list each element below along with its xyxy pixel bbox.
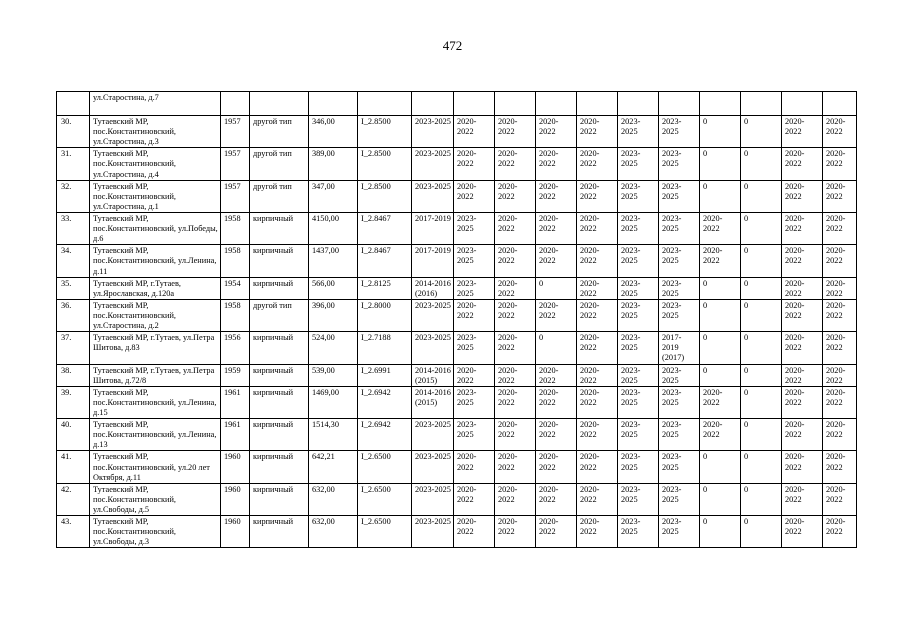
cell-period-8: 0 bbox=[700, 180, 741, 212]
cell-wall-type: кирпичный bbox=[250, 364, 309, 386]
cell-period-9: 0 bbox=[741, 180, 782, 212]
cell-period-10: 2020-2022 bbox=[782, 386, 823, 418]
cell-period-3: 2020-2022 bbox=[495, 451, 536, 483]
cell-period-1: 2023-2025 bbox=[412, 419, 454, 451]
table-row bbox=[57, 364, 857, 386]
cell-period-8: 0 bbox=[700, 364, 741, 386]
cell-period-5: 2020-2022 bbox=[577, 245, 618, 277]
cell-number: 42. bbox=[57, 483, 90, 515]
cell-index: I_2.6942 bbox=[358, 419, 412, 451]
table-row bbox=[57, 516, 857, 548]
cell-area: 566,00 bbox=[309, 277, 358, 299]
cell-period-10: 2020-2022 bbox=[782, 364, 823, 386]
cell-period-7: 2023-2025 bbox=[659, 516, 700, 548]
cell-wall-type: кирпичный bbox=[250, 386, 309, 418]
cell-period-11: 2020-2022 bbox=[823, 245, 857, 277]
cell-period-1: 2023-2025 bbox=[412, 116, 454, 148]
cell-wall-type: кирпичный bbox=[250, 277, 309, 299]
cell-period-5: 2020-2022 bbox=[577, 386, 618, 418]
cell-period-10: 2020-2022 bbox=[782, 116, 823, 148]
cell-period-3: 2020-2022 bbox=[495, 386, 536, 418]
cell-wall-type: другой тип bbox=[250, 148, 309, 180]
cell-period-10: 2020-2022 bbox=[782, 277, 823, 299]
cell-period-6: 2023-2025 bbox=[618, 299, 659, 331]
cell-period-8: 0 bbox=[700, 516, 741, 548]
cell-index: I_2.8125 bbox=[358, 277, 412, 299]
cell-period-2: 2023-2025 bbox=[454, 386, 495, 418]
cell-period-10: 2020-2022 bbox=[782, 419, 823, 451]
cell-wall-type: кирпичный bbox=[250, 332, 309, 364]
cell-address: Тутаевский МР, г.Тутаев, ул.Ярославская, д.120а bbox=[90, 277, 221, 299]
cell-period-4: 2020-2022 bbox=[536, 212, 577, 244]
cell-period-3: 2020-2022 bbox=[495, 116, 536, 148]
cell-index: I_2.8500 bbox=[358, 180, 412, 212]
cell-period-7: 2023-2025 bbox=[659, 483, 700, 515]
cell-period-10: 2020-2022 bbox=[782, 180, 823, 212]
cell-period-8: 0 bbox=[700, 451, 741, 483]
cell-address: Тутаевский МР, пос.Константиновский, ул.Ленина, д.15 bbox=[90, 386, 221, 418]
cell-period-11: 2020-2022 bbox=[823, 332, 857, 364]
cell-period-8: 2020-2022 bbox=[700, 386, 741, 418]
cell-index: I_2.6991 bbox=[358, 364, 412, 386]
cell-area: 396,00 bbox=[309, 299, 358, 331]
cell-period-5: 2020-2022 bbox=[577, 116, 618, 148]
cell-period-5: 2020-2022 bbox=[577, 180, 618, 212]
cell-period-5: 2020-2022 bbox=[577, 516, 618, 548]
cell-period-11: 2020-2022 bbox=[823, 419, 857, 451]
table-row bbox=[57, 212, 857, 244]
table-body bbox=[57, 92, 857, 548]
cell-year: 1957 bbox=[221, 116, 250, 148]
cell-period-1: 2017-2019 bbox=[412, 245, 454, 277]
cell-period-2: 2020-2022 bbox=[454, 116, 495, 148]
cell-index: I_2.6500 bbox=[358, 516, 412, 548]
cell-address: Тутаевский МР, пос.Константиновский, ул.Старостина, д.1 bbox=[90, 180, 221, 212]
housing-register-table bbox=[56, 91, 857, 548]
cell-period-9: 0 bbox=[741, 116, 782, 148]
cell-wall-type: другой тип bbox=[250, 180, 309, 212]
cell-index: I_2.8467 bbox=[358, 212, 412, 244]
cell-period-8: 2020-2022 bbox=[700, 212, 741, 244]
cell-period-7: 2023-2025 bbox=[659, 299, 700, 331]
cell-period-2: 2023-2025 bbox=[454, 245, 495, 277]
cell-number: 38. bbox=[57, 364, 90, 386]
cell-period-7: 2023-2025 bbox=[659, 245, 700, 277]
cell-period-7: 2023-2025 bbox=[659, 116, 700, 148]
cell-period-7: 2023-2025 bbox=[659, 386, 700, 418]
cell-period-3: 2020-2022 bbox=[495, 516, 536, 548]
cell-number: 31. bbox=[57, 148, 90, 180]
cell-wall-type: другой тип bbox=[250, 116, 309, 148]
cell-number: 36. bbox=[57, 299, 90, 331]
cell-year: 1960 bbox=[221, 516, 250, 548]
cell-period-5: 2020-2022 bbox=[577, 419, 618, 451]
cell-period-8: 0 bbox=[700, 277, 741, 299]
cell-period-11: 2020-2022 bbox=[823, 516, 857, 548]
cell-period-4: 2020-2022 bbox=[536, 516, 577, 548]
cell-period-4: 2020-2022 bbox=[536, 364, 577, 386]
cell-year: 1957 bbox=[221, 148, 250, 180]
cell-index: I_2.6500 bbox=[358, 451, 412, 483]
cell-period-9: 0 bbox=[741, 516, 782, 548]
cell-area: 632,00 bbox=[309, 516, 358, 548]
cell-area: 1514,30 bbox=[309, 419, 358, 451]
table-row bbox=[57, 483, 857, 515]
cell-wall-type: кирпичный bbox=[250, 451, 309, 483]
cell-address: Тутаевский МР, пос.Константиновский, ул.Свободы, д.5 bbox=[90, 483, 221, 515]
cell-period-6: 2023-2025 bbox=[618, 419, 659, 451]
table-row bbox=[57, 148, 857, 180]
cell-period-11: 2020-2022 bbox=[823, 116, 857, 148]
cell-period-10: 2020-2022 bbox=[782, 483, 823, 515]
cell-wall-type: другой тип bbox=[250, 299, 309, 331]
cell-period-5: 2020-2022 bbox=[577, 332, 618, 364]
cell-period-4: 2020-2022 bbox=[536, 180, 577, 212]
cell-wall-type: кирпичный bbox=[250, 419, 309, 451]
cell-year: 1961 bbox=[221, 419, 250, 451]
cell-wall-type: кирпичный bbox=[250, 516, 309, 548]
cell-address: Тутаевский МР, пос.Константиновский, ул.Свободы, д.3 bbox=[90, 516, 221, 548]
cell-period-6: 2023-2025 bbox=[618, 245, 659, 277]
cell-period-10: 2020-2022 bbox=[782, 299, 823, 331]
cell-period-1: 2017-2019 bbox=[412, 212, 454, 244]
cell-period-5: 2020-2022 bbox=[577, 364, 618, 386]
cell-period-2: 2023-2025 bbox=[454, 212, 495, 244]
cell-period-5: 2020-2022 bbox=[577, 148, 618, 180]
cell-period-10: 2020-2022 bbox=[782, 332, 823, 364]
cell-index: I_2.8467 bbox=[358, 245, 412, 277]
cell-year: 1958 bbox=[221, 212, 250, 244]
cell-period-9: 0 bbox=[741, 299, 782, 331]
cell-period-9: 0 bbox=[741, 451, 782, 483]
table-row bbox=[57, 299, 857, 331]
cell-period-3: 2020-2022 bbox=[495, 299, 536, 331]
cell-period-2: 2020-2022 bbox=[454, 364, 495, 386]
cell-wall-type: кирпичный bbox=[250, 483, 309, 515]
cell-period-5: 2020-2022 bbox=[577, 299, 618, 331]
cell-period-8: 0 bbox=[700, 483, 741, 515]
cell-number: 35. bbox=[57, 277, 90, 299]
cell-period-3: 2020-2022 bbox=[495, 180, 536, 212]
cell-address: Тутаевский МР, пос.Константиновский, ул.Ленина, д.11 bbox=[90, 245, 221, 277]
cell-index: I_2.8500 bbox=[358, 148, 412, 180]
cell-index: I_2.7188 bbox=[358, 332, 412, 364]
cell-period-5: 2020-2022 bbox=[577, 212, 618, 244]
cell-year: 1960 bbox=[221, 483, 250, 515]
cell-period-7: 2023-2025 bbox=[659, 419, 700, 451]
cell-period-7: 2023-2025 bbox=[659, 364, 700, 386]
cell-number: 37. bbox=[57, 332, 90, 364]
cell-period-8: 2020-2022 bbox=[700, 245, 741, 277]
cell-period-4: 2020-2022 bbox=[536, 245, 577, 277]
cell-index: I_2.6500 bbox=[358, 483, 412, 515]
cell-address: Тутаевский МР, пос.Константиновский, ул.Старостина, д.4 bbox=[90, 148, 221, 180]
cell-period-1: 2014-2016 (2015) bbox=[412, 364, 454, 386]
cell-period-9: 0 bbox=[741, 148, 782, 180]
cell-period-7: 2023-2025 bbox=[659, 277, 700, 299]
cell-period-6: 2023-2025 bbox=[618, 116, 659, 148]
page-number: 472 bbox=[442, 38, 463, 53]
cell-area: 346,00 bbox=[309, 116, 358, 148]
cell-period-2: 2023-2025 bbox=[454, 332, 495, 364]
cell-period-3: 2020-2022 bbox=[495, 245, 536, 277]
cell-period-7: 2023-2025 bbox=[659, 212, 700, 244]
cell-period-9: 0 bbox=[741, 245, 782, 277]
cell-period-6: 2023-2025 bbox=[618, 364, 659, 386]
cell-period-7: 2023-2025 bbox=[659, 148, 700, 180]
cell-period-10: 2020-2022 bbox=[782, 148, 823, 180]
cell-period-11: 2020-2022 bbox=[823, 364, 857, 386]
cell-period-4: 2020-2022 bbox=[536, 419, 577, 451]
cell-period-9: 0 bbox=[741, 386, 782, 418]
cell-number: 39. bbox=[57, 386, 90, 418]
cell-year: 1954 bbox=[221, 277, 250, 299]
cell-area: 632,00 bbox=[309, 483, 358, 515]
cell-wall-type: кирпичный bbox=[250, 245, 309, 277]
table-row bbox=[57, 419, 857, 451]
cell-period-1: 2023-2025 bbox=[412, 299, 454, 331]
cell-address: ул.Старостина, д.7 bbox=[90, 92, 221, 116]
cell-year: 1960 bbox=[221, 451, 250, 483]
cell-year: 1959 bbox=[221, 364, 250, 386]
cell-period-4: 2020-2022 bbox=[536, 299, 577, 331]
cell-period-9: 0 bbox=[741, 212, 782, 244]
cell-period-9: 0 bbox=[741, 277, 782, 299]
cell-period-11: 2020-2022 bbox=[823, 386, 857, 418]
cell-address: Тутаевский МР, пос.Константиновский, ул.Старостина, д.2 bbox=[90, 299, 221, 331]
cell-period-9: 0 bbox=[741, 483, 782, 515]
cell-period-3: 2020-2022 bbox=[495, 364, 536, 386]
cell-number: 43. bbox=[57, 516, 90, 548]
cell-period-4: 2020-2022 bbox=[536, 451, 577, 483]
cell-period-2: 2023-2025 bbox=[454, 419, 495, 451]
cell-period-6: 2023-2025 bbox=[618, 451, 659, 483]
cell-period-1: 2014-2016 (2016) bbox=[412, 277, 454, 299]
cell-area: 1437,00 bbox=[309, 245, 358, 277]
cell-number: 40. bbox=[57, 419, 90, 451]
cell-period-11: 2020-2022 bbox=[823, 212, 857, 244]
cell-number: 30. bbox=[57, 116, 90, 148]
cell-period-5: 2020-2022 bbox=[577, 451, 618, 483]
cell-address: Тутаевский МР, пос.Константиновский, ул.20 лет Октября, д.11 bbox=[90, 451, 221, 483]
cell-period-9: 0 bbox=[741, 332, 782, 364]
table-row bbox=[57, 386, 857, 418]
cell-period-10: 2020-2022 bbox=[782, 451, 823, 483]
cell-period-8: 0 bbox=[700, 332, 741, 364]
cell-period-6: 2023-2025 bbox=[618, 277, 659, 299]
cell-period-1: 2023-2025 bbox=[412, 451, 454, 483]
table-row bbox=[57, 116, 857, 148]
cell-period-4: 2020-2022 bbox=[536, 386, 577, 418]
cell-period-1: 2023-2025 bbox=[412, 332, 454, 364]
cell-area: 539,00 bbox=[309, 364, 358, 386]
cell-period-6: 2023-2025 bbox=[618, 212, 659, 244]
cell-area: 524,00 bbox=[309, 332, 358, 364]
cell-index: I_2.8000 bbox=[358, 299, 412, 331]
cell-year: 1961 bbox=[221, 386, 250, 418]
cell-period-2: 2020-2022 bbox=[454, 451, 495, 483]
cell-period-6: 2023-2025 bbox=[618, 483, 659, 515]
cell-number bbox=[57, 92, 90, 116]
table-row bbox=[57, 245, 857, 277]
cell-period-10: 2020-2022 bbox=[782, 212, 823, 244]
cell-period-3: 2020-2022 bbox=[495, 212, 536, 244]
cell-period-3: 2020-2022 bbox=[495, 419, 536, 451]
cell-period-2: 2023-2025 bbox=[454, 277, 495, 299]
cell-number: 32. bbox=[57, 180, 90, 212]
cell-period-10: 2020-2022 bbox=[782, 245, 823, 277]
cell-period-8: 2020-2022 bbox=[700, 419, 741, 451]
cell-year: 1957 bbox=[221, 180, 250, 212]
cell-period-7: 2017-2019 (2017) bbox=[659, 332, 700, 364]
cell-period-3: 2020-2022 bbox=[495, 277, 536, 299]
cell-period-2: 2020-2022 bbox=[454, 483, 495, 515]
cell-address: Тутаевский МР, пос.Константиновский, ул.Старостина, д.3 bbox=[90, 116, 221, 148]
cell-year: 1958 bbox=[221, 299, 250, 331]
cell-period-2: 2020-2022 bbox=[454, 516, 495, 548]
cell-address: Тутаевский МР, г.Тутаев, ул.Петра Шитова, д.83 bbox=[90, 332, 221, 364]
cell-period-5: 2020-2022 bbox=[577, 483, 618, 515]
continued-row bbox=[57, 92, 857, 116]
cell-area: 4150,00 bbox=[309, 212, 358, 244]
cell-period-1: 2023-2025 bbox=[412, 180, 454, 212]
cell-area: 347,00 bbox=[309, 180, 358, 212]
cell-period-1: 2023-2025 bbox=[412, 483, 454, 515]
cell-period-2: 2020-2022 bbox=[454, 148, 495, 180]
cell-period-3: 2020-2022 bbox=[495, 148, 536, 180]
cell-period-8: 0 bbox=[700, 148, 741, 180]
cell-wall-type: кирпичный bbox=[250, 212, 309, 244]
cell-area: 642,21 bbox=[309, 451, 358, 483]
cell-period-11: 2020-2022 bbox=[823, 148, 857, 180]
cell-period-5: 2020-2022 bbox=[577, 277, 618, 299]
cell-number: 41. bbox=[57, 451, 90, 483]
cell-period-1: 2023-2025 bbox=[412, 516, 454, 548]
cell-period-3: 2020-2022 bbox=[495, 332, 536, 364]
cell-period-11: 2020-2022 bbox=[823, 483, 857, 515]
cell-period-3: 2020-2022 bbox=[495, 483, 536, 515]
cell-period-4: 0 bbox=[536, 332, 577, 364]
cell-address: Тутаевский МР, пос.Константиновский, ул.Ленина, д.13 bbox=[90, 419, 221, 451]
cell-period-11: 2020-2022 bbox=[823, 451, 857, 483]
cell-area: 1469,00 bbox=[309, 386, 358, 418]
cell-period-8: 0 bbox=[700, 116, 741, 148]
cell-period-4: 2020-2022 bbox=[536, 483, 577, 515]
cell-period-2: 2020-2022 bbox=[454, 299, 495, 331]
table-row bbox=[57, 277, 857, 299]
cell-address: Тутаевский МР, г.Тутаев, ул.Петра Шитова, д.72/8 bbox=[90, 364, 221, 386]
cell-period-6: 2023-2025 bbox=[618, 148, 659, 180]
cell-period-4: 2020-2022 bbox=[536, 116, 577, 148]
cell-period-6: 2023-2025 bbox=[618, 332, 659, 364]
cell-period-11: 2020-2022 bbox=[823, 180, 857, 212]
cell-number: 33. bbox=[57, 212, 90, 244]
cell-year: 1956 bbox=[221, 332, 250, 364]
cell-period-6: 2023-2025 bbox=[618, 516, 659, 548]
table-row bbox=[57, 451, 857, 483]
table-row bbox=[57, 332, 857, 364]
cell-period-4: 0 bbox=[536, 277, 577, 299]
cell-period-8: 0 bbox=[700, 299, 741, 331]
cell-number: 34. bbox=[57, 245, 90, 277]
cell-period-1: 2023-2025 bbox=[412, 148, 454, 180]
cell-period-1: 2014-2016 (2015) bbox=[412, 386, 454, 418]
cell-year: 1958 bbox=[221, 245, 250, 277]
cell-index: I_2.8500 bbox=[358, 116, 412, 148]
cell-area: 389,00 bbox=[309, 148, 358, 180]
cell-period-2: 2020-2022 bbox=[454, 180, 495, 212]
cell-period-11: 2020-2022 bbox=[823, 299, 857, 331]
cell-index: I_2.6942 bbox=[358, 386, 412, 418]
cell-period-6: 2023-2025 bbox=[618, 386, 659, 418]
cell-period-7: 2023-2025 bbox=[659, 180, 700, 212]
cell-period-7: 2023-2025 bbox=[659, 451, 700, 483]
cell-address: Тутаевский МР, пос.Константиновский, ул.Победы, д.6 bbox=[90, 212, 221, 244]
cell-period-11: 2020-2022 bbox=[823, 277, 857, 299]
cell-period-9: 0 bbox=[741, 419, 782, 451]
cell-period-10: 2020-2022 bbox=[782, 516, 823, 548]
cell-period-6: 2023-2025 bbox=[618, 180, 659, 212]
cell-period-9: 0 bbox=[741, 364, 782, 386]
table-row bbox=[57, 180, 857, 212]
cell-period-4: 2020-2022 bbox=[536, 148, 577, 180]
